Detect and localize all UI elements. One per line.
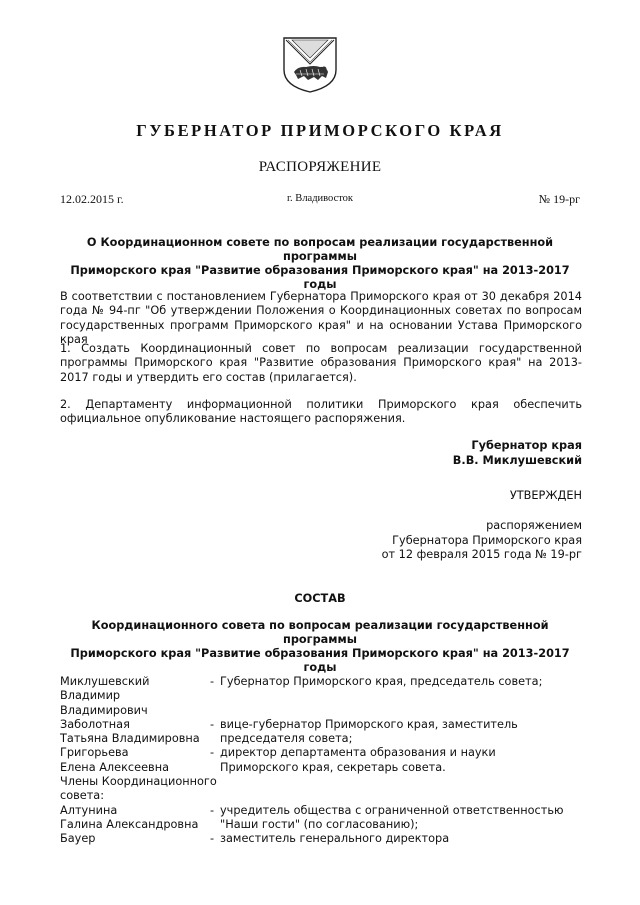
member-role: Губернатор Приморского края, председатель совета;: [220, 675, 543, 688]
primorye-coat-of-arms-icon: [280, 36, 340, 94]
signature-position: Губернатор края: [471, 439, 582, 452]
composition-title: [58, 619, 582, 675]
member-role: директор департамента образования и науки: [220, 746, 496, 760]
document-city: г. Владивосток: [286, 193, 354, 204]
list-item: [60, 818, 584, 832]
paragraph-item-1: 1. Создать Координационный совет по вопросам реализации государственной программы Приморского края "Развитие образования Приморского края" на 2013-2017 годы и утвердить его состав (прилагается).: [60, 342, 582, 384]
dash: -: [210, 803, 215, 817]
list-item: [60, 761, 584, 775]
member-role-cont: Приморского края, секретарь совета.: [220, 760, 446, 774]
approval-line: распоряжением: [486, 519, 582, 532]
list-item: [60, 832, 584, 846]
list-item: [60, 775, 584, 789]
list-item: [60, 746, 584, 760]
member-given-name: Владимир Владимирович: [60, 689, 148, 717]
signature-name: В.В. Миклушевский: [452, 454, 582, 467]
approval-block: [382, 519, 582, 563]
document-number: № 19-рг: [538, 192, 580, 206]
dash: -: [210, 675, 215, 688]
signature-block: [453, 438, 582, 468]
approval-line: Губернатора Приморского края: [392, 533, 582, 547]
list-item: [60, 732, 584, 746]
dash: -: [210, 746, 215, 760]
member-role: вице-губернатор Приморского края, заместитель: [220, 717, 518, 731]
member-given-name: Елена Алексеевна: [60, 760, 170, 774]
dash: -: [210, 832, 215, 846]
composition-title-line: Координационного совета по вопросам реализации государственной программы: [91, 619, 549, 646]
member-given-name: Татьяна Владимировна: [60, 732, 200, 746]
member-role: заместитель генерального директора: [220, 832, 450, 846]
paragraph-preamble: В соответствии с постановлением Губернатора Приморского края от 30 декабря 2014 года № 94-пг "Об утверждении Положения о Координационных советах по вопросам государственных программ Приморского края" и на основании Устава Приморского края: [60, 290, 582, 346]
member-role-cont: "Наши гости" (по согласованию);: [220, 817, 419, 831]
list-item: [60, 789, 584, 803]
member-surname: Григорьева: [60, 746, 129, 760]
title-line: О Координационном совете по вопросам реализации государственной программы: [86, 236, 554, 263]
document-date: 12.02.2015 г.: [60, 192, 124, 206]
approval-line: от 12 февраля 2015 года № 19-рг: [381, 548, 582, 561]
approved-label: УТВЕРЖДЕН: [509, 489, 582, 502]
composition-title-line: Приморского края "Развитие образования Приморского края" на 2013-2017 годы: [70, 647, 570, 674]
member-surname: Заболотная: [60, 717, 130, 731]
member-role-cont: председателя совета;: [220, 732, 353, 746]
member-role: учредитель общества с ограниченной ответственностью: [220, 803, 564, 817]
document-type: РАСПОРЯЖЕНИЕ: [258, 159, 382, 175]
document-title: [58, 236, 582, 292]
member-surname: Бауер: [60, 832, 96, 846]
composition-heading: СОСТАВ: [294, 592, 346, 605]
list-item: [60, 675, 584, 689]
list-item: [60, 689, 584, 718]
members-list: [60, 675, 584, 847]
member-given-name: Галина Александровна: [60, 817, 199, 831]
member-surname: Алтунина: [60, 803, 118, 817]
member-surname: Миклушевский: [60, 675, 150, 688]
paragraph-item-2: 2. Департаменту информационной политики Приморского края обеспечить официальное опубликование настоящего распоряжения.: [60, 398, 582, 426]
group-label-cont: совета:: [60, 789, 105, 803]
list-item: [60, 718, 584, 732]
title-line: Приморского края "Развитие образования Приморского края" на 2013-2017 годы: [70, 264, 570, 291]
member-role-cont: [220, 689, 584, 718]
dash: -: [210, 717, 215, 731]
list-item: [60, 804, 584, 818]
governor-title: ГУБЕРНАТОР ПРИМОРСКОГО КРАЯ: [136, 121, 504, 140]
group-label: Члены Координационного: [60, 775, 217, 789]
